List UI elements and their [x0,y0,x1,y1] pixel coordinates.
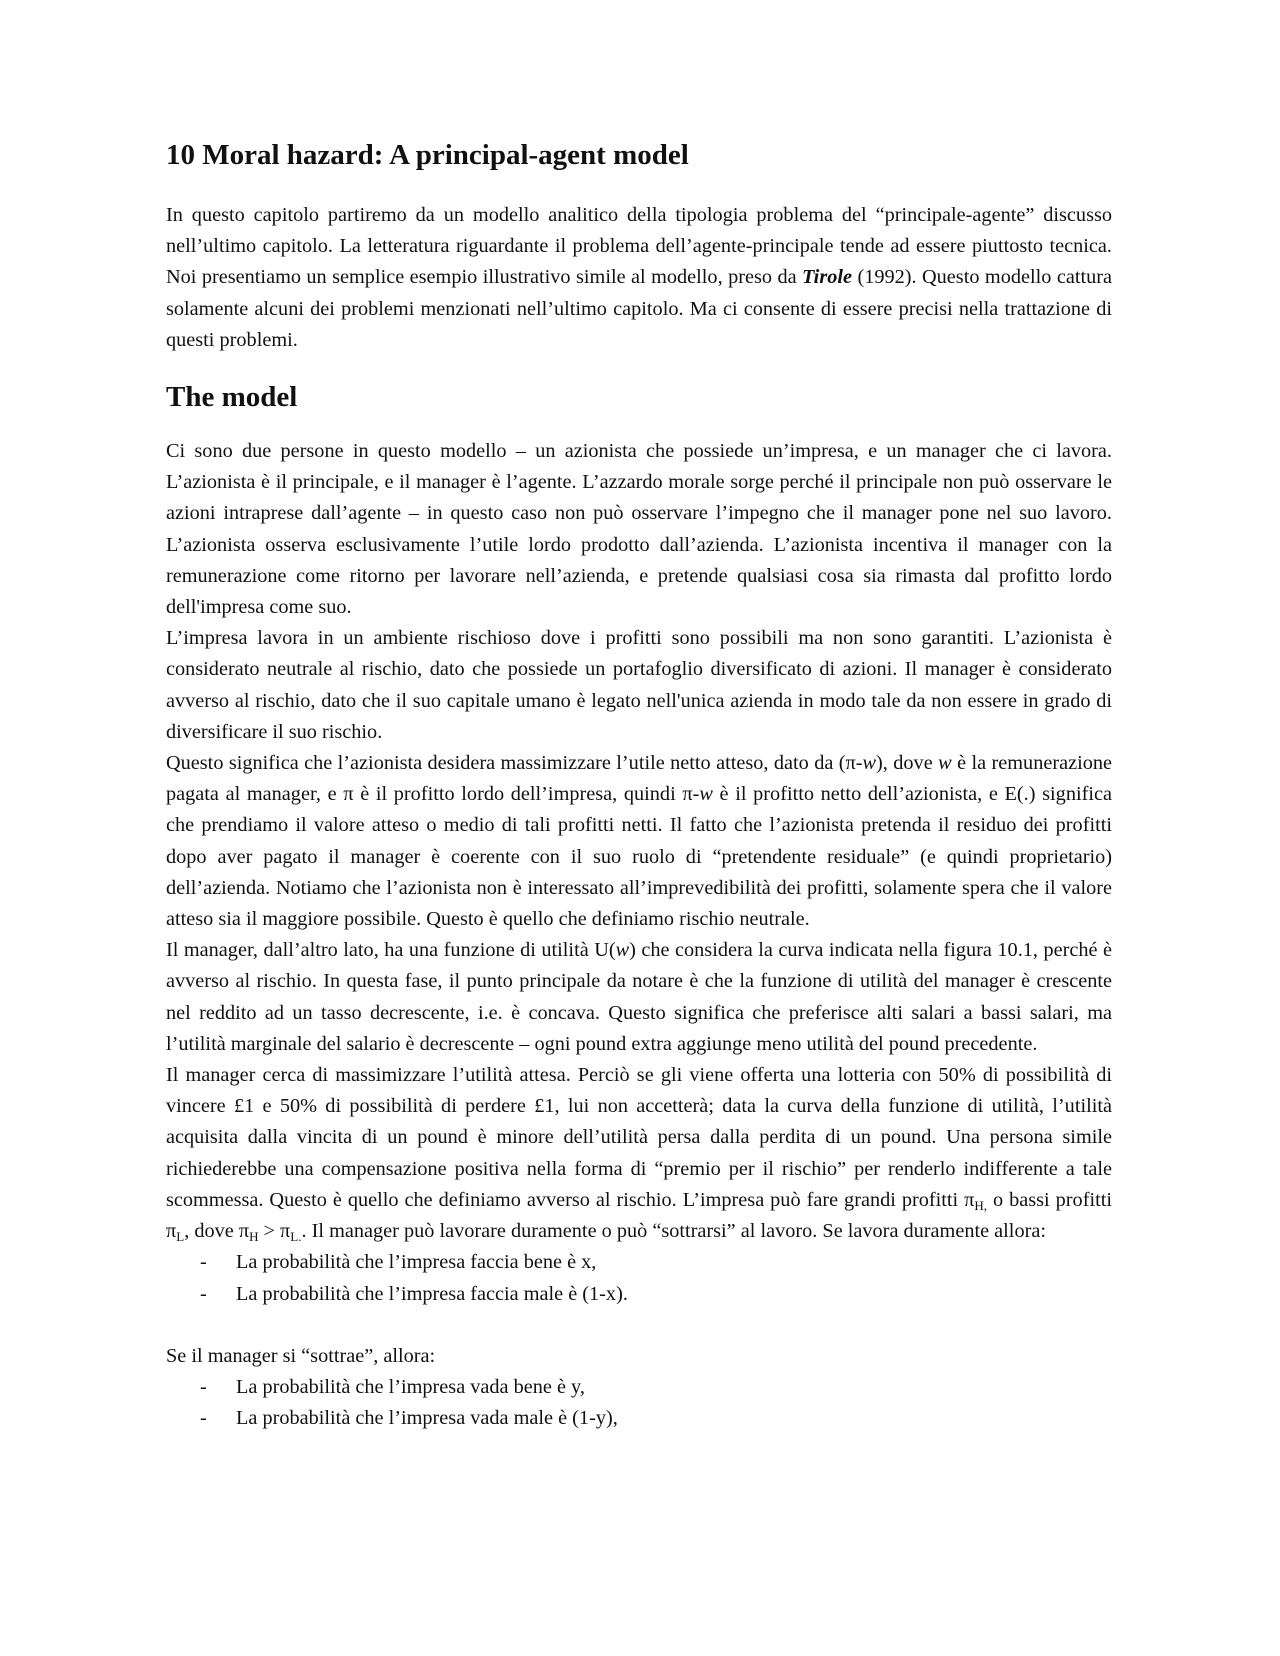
paragraph-4 [166,935,1112,1060]
p3-text-c: è la remunerazione pagata al manager, e π è il profitto lordo dell’impresa, quindi π- [166,752,1113,806]
subscript-l: L [176,1229,185,1245]
chapter-title: 10 Moral hazard: A principal-agent model [166,139,689,171]
p4-text-a: Il manager, dall’altro lato, ha una funzione di utilità U( [166,939,616,962]
intro-text-1: In questo capitolo partiremo da un modello analitico della tipologia problema del “principale-agente” discusso nell’ultimo capitolo. La letteratura riguardante il problema dell’agente-principale tende ad essere piuttosto tecnica. Noi presentiamo un semplice esempio illustrativo simile al modello, preso da [166,204,1112,289]
paragraph-6: Se il manager si “sottrae”, allora: [166,1344,436,1367]
p4-var-w: w [615,939,630,962]
p3-var-w: w [862,752,877,775]
paragraph-3 [166,748,1112,935]
p5-text-e: . Il manager può lavorare duramente o può “sottrarsi” al lavoro. Se lavora duramente allora: [301,1220,1046,1243]
section-title: The model [166,381,298,414]
work-hard-list [166,1247,1112,1309]
list-item [166,1279,1112,1310]
p5-text-d: > π [258,1220,291,1243]
list-item-text: La probabilità che l’impresa vada bene è y, [236,1375,585,1398]
list-item-text: La probabilità che l’impresa faccia bene è x, [236,1251,597,1274]
paragraph-2: L’impresa lavora in un ambiente rischioso dove i profitti sono possibili ma non sono garantiti. L’azionista è considerato neutrale al rischio, dato che possiede un portafoglio diversificato di azioni. Il manager è considerato avverso al rischio, dato che il suo capitale umano è legato nell'unica azienda in modo tale da non essere in grado di diversificare il suo rischio. [166,627,1112,743]
subscript-l: L. [290,1229,302,1245]
p5-text-a: Il manager cerca di massimizzare l’utilità attesa. Perciò se gli viene offerta una lotteria con 50% di possibilità di vincere £1 e 50% di possibilità di perdere £1, lui non accetterà; data la curva della funzione di utilità, l’utilità acquisita dalla vincita di un pound è minore dell’utilità persa dalla perdita di un pound. Una persona simile richiederebbe una compensazione positiva nella forma di “premio per il rischio” per renderlo indifferente a tale scommessa. Questo è quello che definiamo avverso al rischio. L’impresa può fare grandi profitti π [166,1064,1112,1211]
list-item [166,1403,1112,1434]
list-item-text: La probabilità che l’impresa vada male è (1-y), [236,1407,618,1430]
subscript-h: H, [974,1197,988,1213]
p5-text-c: , dove π [184,1220,250,1243]
list-item [166,1372,1112,1403]
dash-bullet: - [200,1282,207,1305]
p3-var-w: w [938,752,952,775]
spacer [166,1310,1112,1341]
list-item-text: La probabilità che l’impresa faccia male è (1-x). [236,1282,628,1305]
paragraph-5 [166,1060,1112,1247]
p4-text-b: ) che considera la curva indicata nella figura 10.1, perché è avverso al rischio. In questa fase, il punto principale da notare è che la funzione di utilità del manager è crescente nel reddito ad un tasso decrescente, i.e. è concava. Questo significa che preferisce alti salari a bassi salari, ma l’utilità marginale del salario è decrescente – ogni pound extra aggiunge meno utilità del pound precedente. [166,939,1113,1055]
p3-var-w: w [699,783,713,806]
paragraph-1: Ci sono due persone in questo modello – un azionista che possiede un’impresa, e un manager che ci lavora. L’azionista è il principale, e il manager è l’agente. L’azzardo morale sorge perché il principale non può osservare le azioni intraprese dall’agente – in questo caso non può osservare l’impegno che il manager pone nel suo lavoro. L’azionista osserva esclusivamente l’utile lordo prodotto dall’azienda. L’azionista incentiva il manager con la remunerazione come ritorno per lavorare nell’azienda, e pretende qualsiasi cosa sia rimasta dal profitto lordo dell'impresa come suo. [166,440,1112,619]
intro-text-2: (1992). Questo modello cattura solamente alcuni dei problemi menzionati nell’ultimo capitolo. Ma ci consente di essere precisi nella trattazione di questi problemi. [166,266,1112,351]
p5-text-b: o bassi profitti π [166,1188,1112,1243]
dash-bullet: - [200,1375,207,1398]
p3-text-a: Questo significa che l’azionista desidera massimizzare l’utile netto atteso, dato da (π- [166,752,863,775]
subscript-h: H [249,1229,259,1245]
intro-paragraph [166,200,1112,356]
dash-bullet: - [200,1407,207,1430]
dash-bullet: - [200,1251,207,1274]
shirk-list [166,1372,1112,1434]
author-name: Tirole [802,266,852,289]
p3-text-b: ), dove [876,752,939,775]
p3-text-d: è il profitto netto dell’azionista, e E(.) significa che prendiamo il valore atteso o medio di tali profitti netti. Il fatto che l’azionista pretenda il residuo dei profitti dopo aver pagato il manager è coerente con il suo ruolo di “pretendente residuale” (e quindi proprietario) dell’azienda. Notiamo che l’azionista non è interessato all’imprevedibilità dei profitti, solamente spera che il valore atteso sia il maggiore possibile. Questo è quello che definiamo rischio neutrale. [166,783,1112,931]
list-item [166,1247,1112,1278]
